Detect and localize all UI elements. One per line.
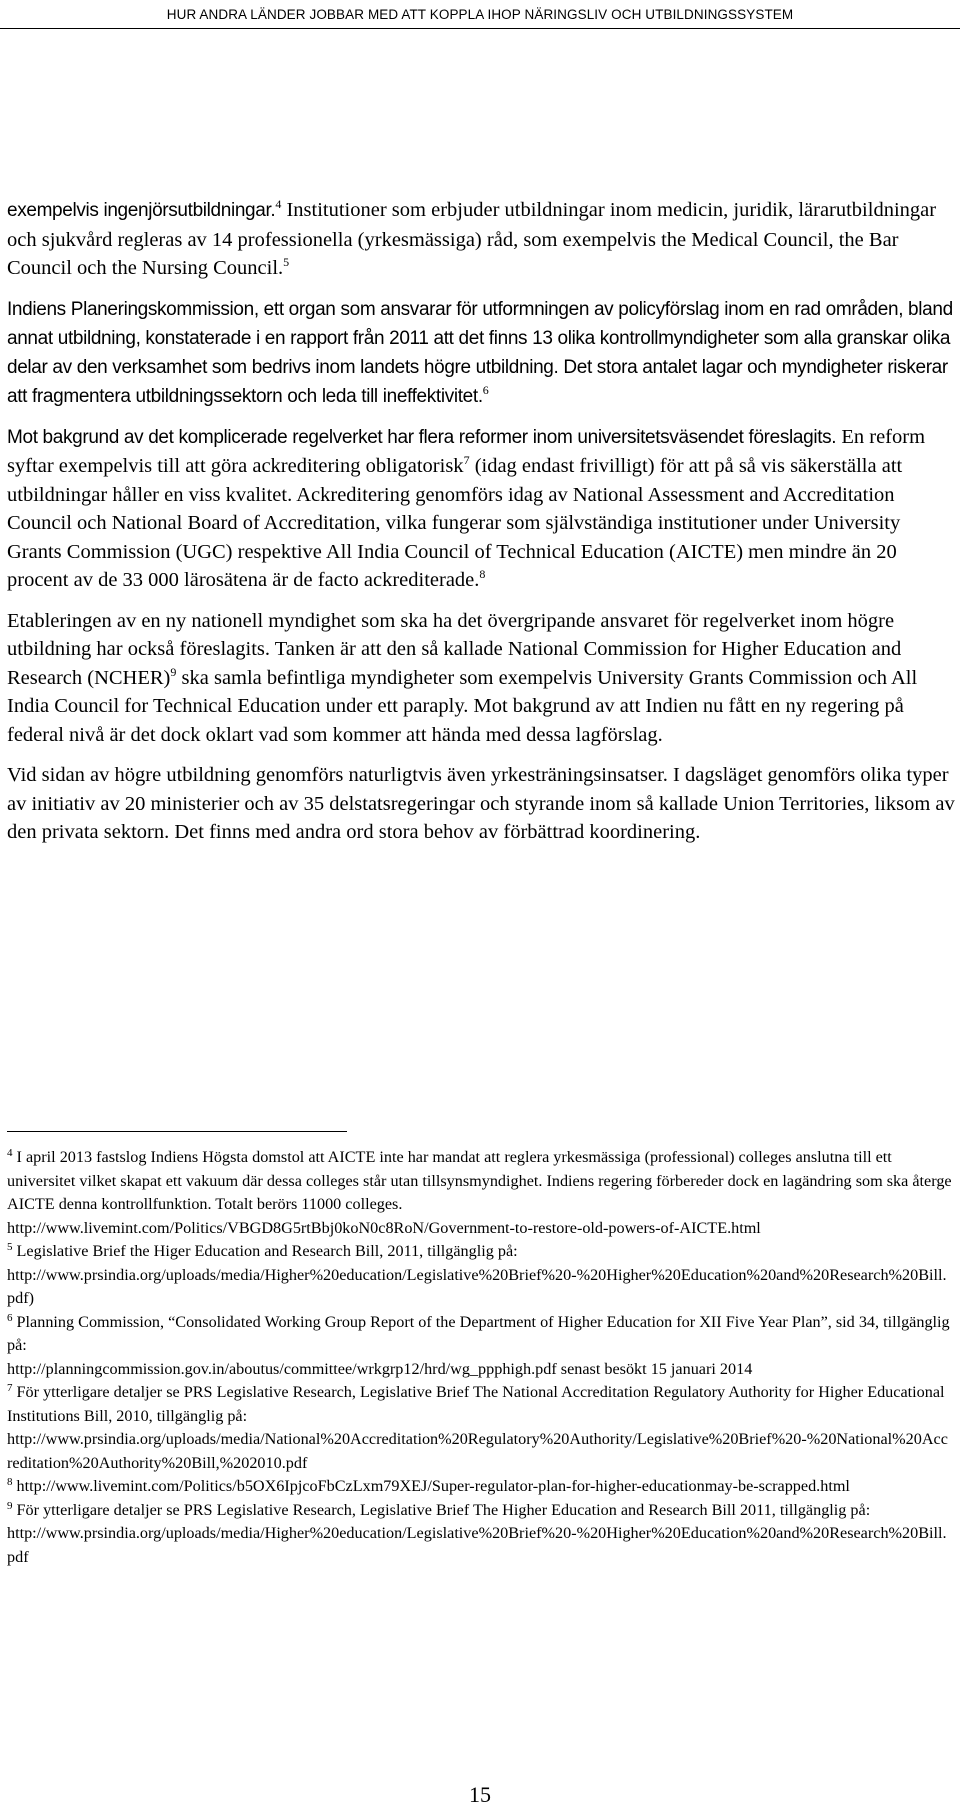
- footnote-text: Legislative Brief the Higer Education and Research Bill, 2011, tillgänglig på:: [12, 1242, 518, 1260]
- footnote-ref-9[interactable]: 9: [170, 664, 177, 679]
- footnote-number: 6: [7, 1311, 13, 1324]
- footnote-text: Planning Commission, “Consolidated Working Group Report of the Department of Higher Education for XII Five Year Plan”, sid 34, tillgänglig på:: [7, 1312, 950, 1354]
- running-header: [0, 0, 960, 29]
- footnote-link[interactable]: http://planningcommission.gov.in/aboutus/committee/wrkgrp12/hrd/wg_ppphigh.pdf: [7, 1359, 557, 1378]
- footnote-number: 8: [7, 1476, 13, 1488]
- paragraph-ncher: [7, 607, 955, 750]
- footnote-link[interactable]: http://www.prsindia.org/uploads/media/Higher%20education/Legislative%20Brief%20-%20Higher%20Education%20and%20Research%20Bill.pdf: [7, 1524, 947, 1566]
- paragraph-text: Vid sidan av högre utbildning genomförs naturligtvis även yrkesträningsinsatser. I dagsläget genomförs olika typer av initiativ av 20 ministerier och av 35 delstatsregeringar och styrande inom så kallade Union Territories, liksom av den privata sektorn. Det finns med andra ord stora behov av förbättrad koordinering.: [7, 764, 955, 843]
- footnote-number: 5: [7, 1241, 13, 1253]
- footnote-number: 4: [7, 1147, 13, 1159]
- paragraph-reforms: [7, 423, 955, 595]
- paragraph-text: Det stora antalet lagar och myndigheter riskerar att fragmentera utbildningssektorn och leda till ineffektivitet.: [7, 356, 948, 407]
- footnote-9: [7, 1499, 952, 1570]
- paragraph-text: (idag endast frivilligt) för att på så vis säkerställa att utbildningar håller en viss kvalitet. Ackreditering genomförs idag av National Assessment and Accreditation Council och National Board of Accreditation, vilka fungerar som självständiga institutioner under University Grants Commission (UGC) respektive All India Council of Technical Education (AICTE) men mindre än 20 procent av de 33 000 lärosätena är de facto ackrediterade.: [7, 455, 903, 591]
- footnote-link[interactable]: http://www.prsindia.org/uploads/media/National%20Accreditation%20Regulatory%20Authority/Legislative%20Brief%20-%20National%20Accreditation%20Authority%20Bill,%202010.pdf: [7, 1430, 948, 1472]
- footnote-5: [7, 1240, 952, 1311]
- footnote-ref-7[interactable]: 7: [463, 453, 470, 467]
- footnote-ref-4[interactable]: 4: [275, 197, 282, 211]
- footnote-7: [7, 1381, 952, 1475]
- footnote-8: [7, 1475, 952, 1499]
- footnote-ref-5[interactable]: 5: [283, 255, 290, 269]
- footnote-ref-8[interactable]: 8: [479, 567, 486, 581]
- footnote-number: 7: [7, 1382, 13, 1394]
- paragraph-planning-commission: [7, 295, 955, 411]
- running-header-title: HUR ANDRA LÄNDER JOBBAR MED ATT KOPPLA IHOP NÄRINGSLIV OCH UTBILDNINGSSYSTEM: [166, 6, 794, 22]
- footnote-text: För ytterligare detaljer se PRS Legislative Research, Legislative Brief The National Accreditation Regulatory Authority for Higher Educational Institutions Bill, 2010, tillgänglig på:: [7, 1383, 945, 1425]
- footnotes: [7, 1146, 952, 1569]
- footnote-number: 9: [7, 1499, 13, 1512]
- footnote-4: [7, 1146, 952, 1240]
- paragraph-text: Indiens Planeringskommission, ett organ som ansvarar för utformningen av policyförslag inom en rad områden, bland annat utbildning, konstaterade i en rapport från 2011 att det finns 13 olika kontrollmyndigheter som alla granskar olika delar av den verksamhet som bedrivs inom landets högre utbildning.: [7, 298, 953, 378]
- footnote-link[interactable]: http://www.livemint.com/Politics/VBGD8G5rtBbj0koN0c8RoN/Government-to-restore-old-powers-of-AICTE.html: [7, 1218, 761, 1237]
- body-text: [7, 196, 955, 859]
- page-number: 15: [469, 1782, 491, 1807]
- paragraph-text: ska samla befintliga myndigheter som exempelvis University Grants Commission och All India Council for Technical Education under ett paraply. Mot bakgrund av att Indien nu fått en ny regering på federal nivå är det dock oklart vad som kommer att hända med dessa lagförslag.: [7, 666, 918, 746]
- paragraph-text: En reform syftar exempelvis till att göra ackreditering obligatorisk: [7, 425, 926, 477]
- footnote-ref-6[interactable]: 6: [482, 382, 489, 397]
- footnote-divider: [7, 1131, 347, 1132]
- footnote-text: I april 2013 fastslog Indiens Högsta domstol att AICTE inte har mandat att reglera yrkesmässiga (professional) colleges anslutna till ett universitet vilket skapat ett vakuum där dessa colleges står utan tillsynsmyndighet. Indiens regering förbereder dock en lagändring som ska återge AICTE denna kontrollfunktion. Totalt berörs 11000 colleges.: [7, 1148, 952, 1213]
- footnote-text: senast besökt 15 januari 2014: [556, 1359, 753, 1378]
- footnote-link[interactable]: http://www.livemint.com/Politics/b5OX6IpjcoFbCzLxm79XEJ/Super-regulator-plan-for-higher-educationmay-be-scrapped.html: [16, 1477, 850, 1495]
- footnote-6: [7, 1311, 952, 1382]
- footnote-text: För ytterligare detaljer se PRS Legislative Research, Legislative Brief The Higher Education and Research Bill 2011, tillgänglig på:: [12, 1500, 871, 1519]
- paragraph-vocational: [7, 761, 955, 847]
- paragraph-text: exempelvis ingenjörsutbildningar.: [7, 200, 276, 221]
- footnote-link[interactable]: http://www.prsindia.org/uploads/media/Higher%20education/Legislative%20Brief%20-%20Higher%20Education%20and%20Research%20Bill.pdf): [7, 1265, 947, 1307]
- paragraph-text: Etableringen av en ny nationell myndighet som ska ha det övergripande ansvaret för regelverket inom högre utbildning har också föreslagits. Tanken är att den så kallade National Commission for Higher Education and Research (NCHER): [7, 609, 902, 689]
- paragraph-text: Mot bakgrund av det komplicerade regelverket har flera reformer inom universitetsväsendet föreslagits.: [7, 426, 837, 448]
- paragraph-text: Institutioner som erbjuder utbildningar inom medicin, juridik, lärarutbildningar och sjukvård regleras av 14 professionella (yrkesmässiga) råd, som exempelvis the Medical Council, the Bar Council och the Nursing Council.: [7, 199, 937, 279]
- paragraph-institutions: [7, 196, 955, 283]
